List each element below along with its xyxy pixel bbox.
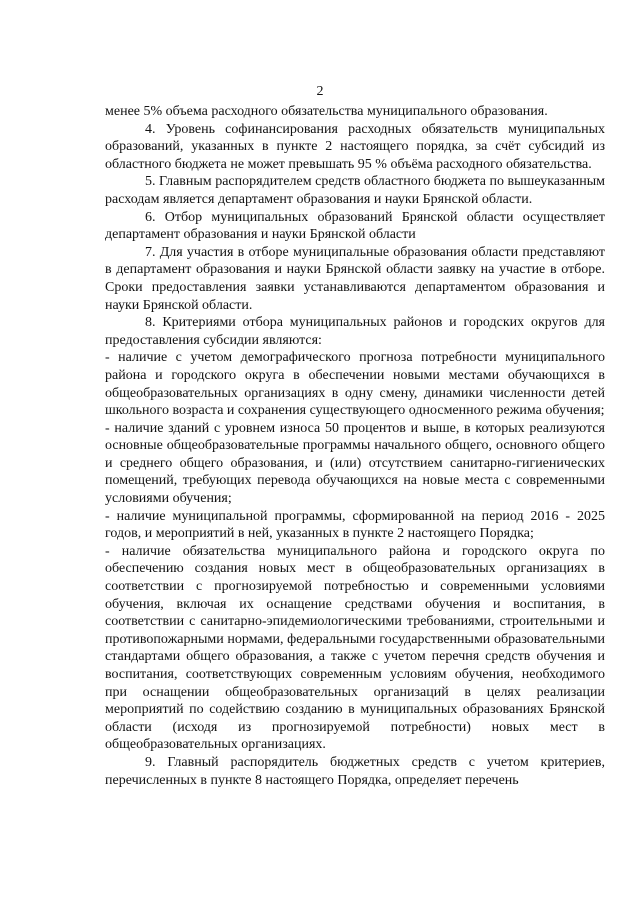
paragraph-item-8: 8. Критериями отбора муниципальных районов и городских округов для предоставления субсидии являются:: [105, 315, 605, 348]
paragraph-item-4: 4. Уровень софинансирования расходных обязательств муниципальных образований, указанных в пункте 2 настоящего порядка, за счёт субсидий из областного бюджета не может превышать 95 % объёма расходного обязательства.: [105, 121, 605, 172]
criteria-item-3: - наличие муниципальной программы, сформированной на период 2016 - 2025 годов, и мероприятий в ней, указанных в пункте 2 настоящего Порядка;: [105, 508, 605, 542]
document-body: [105, 103, 605, 789]
paragraph-continuation: менее 5% объема расходного обязательства муниципального образования.: [105, 104, 548, 119]
criteria-item-2: - наличие зданий с уровнем износа 50 процентов и выше, в которых реализуются основные общеобразовательные программы начального общего, основного общего и среднего общего образования, и (или) отсутствием санитарно-гигиенических помещений, требующих перевода обучающихся на новые места с современными условиями обучения;: [105, 420, 605, 507]
paragraph-item-9: 9. Главный распорядитель бюджетных средств с учетом критериев, перечисленных в пункте 8 настоящего Порядка, определяет перечень: [105, 754, 605, 788]
paragraph-item-5: 5. Главным распорядителем средств областного бюджета по вышеуказанным расходам является департамент образования и науки Брянской области.: [105, 174, 605, 207]
paragraph-item-6: 6. Отбор муниципальных образований Брянской области осуществляет департамент образования и науки Брянской области: [105, 209, 605, 243]
criteria-item-4: - наличие обязательства муниципального района и городского округа по обеспечению создания новых мест в общеобразовательных организациях в соответствии с прогнозируемой потребностью и современными условиями обучения, включая их оснащение средствами обучения и воспитания, в соответствии с санитарно-эпидемиологическими требованиями, строительными и противопожарными нормами, федеральными государственными образовательными стандартами общего образования, а также с учетом перечня средств обучения и воспитания, соответствующих современным условиям обучения, необходимого при оснащении общеобразовательных организаций в целях реализации мероприятий по содействию созданию в муниципальных образованиях Брянской области (исходя из прогнозируемой потребности) новых мест в общеобразовательных организациях.: [105, 543, 605, 753]
page-number: 2: [316, 84, 324, 99]
criteria-item-1: - наличие с учетом демографического прогноза потребности муниципального района и городского округа в обеспечении новыми местами обучающихся в общеобразовательных организациях в одну смену, динамики численности детей школьного возраста и сохранения существующего односменного режима обучения;: [105, 350, 605, 419]
paragraph-item-7: 7. Для участия в отборе муниципальные образования области представляют в департамент образования и науки Брянской области заявку на участие в отборе. Сроки предоставления заявки устанавливаются департаментом образования и науки Брянской области.: [105, 244, 605, 313]
